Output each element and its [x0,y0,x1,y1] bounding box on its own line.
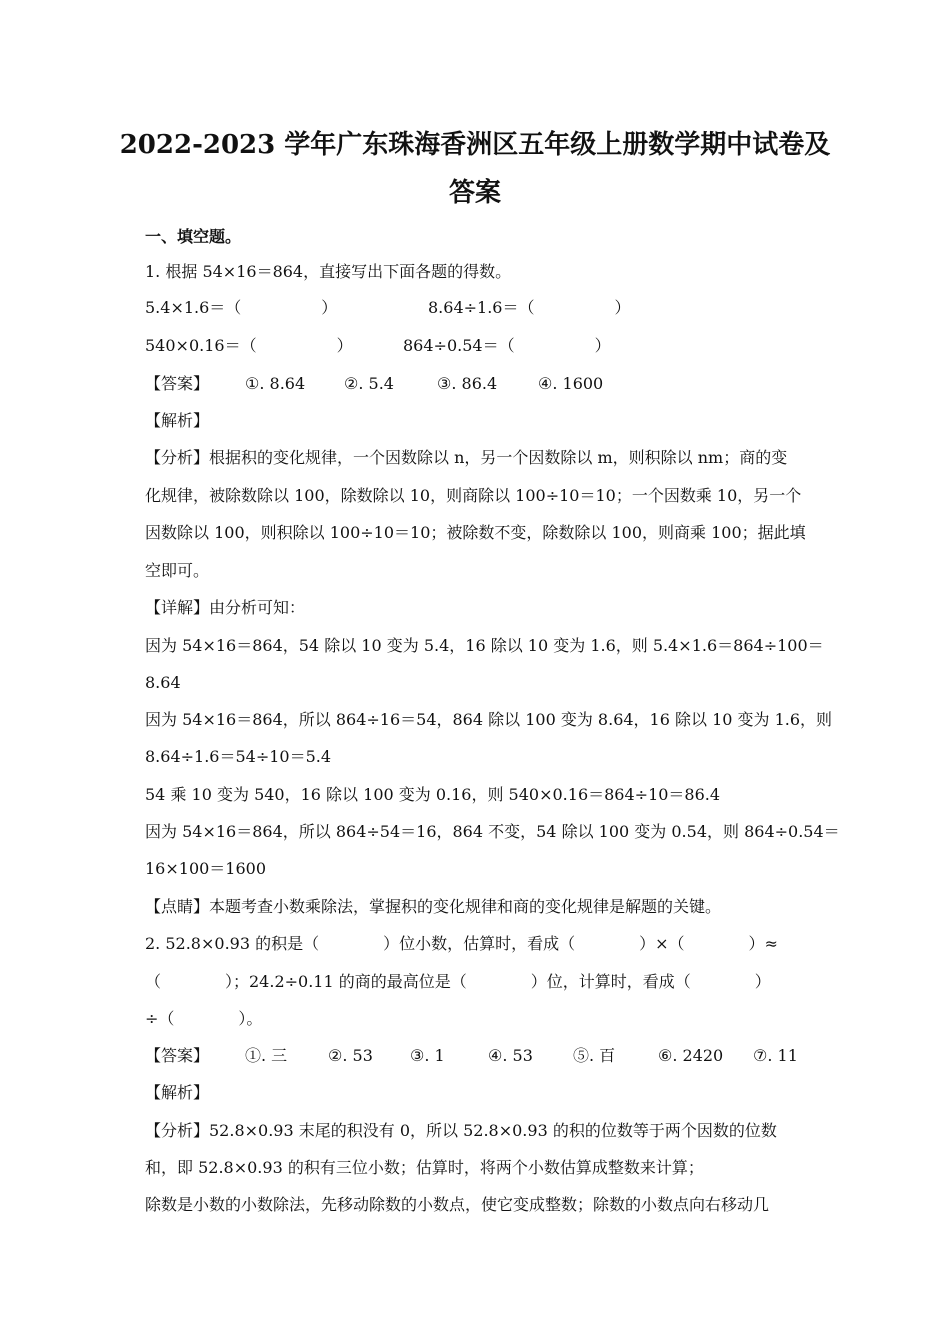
q1-detail-line: 16×100＝1600 [145,859,267,878]
q1-detail-line: 因为 54×16＝864，所以 864÷16＝54，864 除以 100 变为 8.64，16 除以 10 变为 1.6，则 [145,710,833,729]
q1-detail-label: 【详解】由分析可知： [145,598,306,617]
document-title-line2: 答案 [448,178,501,208]
q1-item-d: 864÷0.54＝（ ） [403,336,611,355]
q2-answer-6: ⑥. 2420 [658,1046,724,1065]
q1-jiexi-label: 【解析】 [145,411,210,430]
q2-answer-label: 【答案】 [145,1046,210,1065]
q1-analysis-line: 【分析】根据积的变化规律，一个因数除以 n，另一个因数除以 m，则积除以 nm；商的变 [145,448,788,467]
q2-stem-line: （ ）；24.2÷0.11 的商的最高位是（ ）位，计算时，看成（ ） [145,972,771,991]
q1-answer-3: ③. 86.4 [437,374,498,393]
q1-answer-1: ①. 8.64 [245,374,306,393]
q2-answer-3: ③. 1 [410,1046,445,1065]
q2-analysis-line: 除数是小数的小数除法，先移动除数的小数点，使它变成整数；除数的小数点向右移动几 [145,1195,770,1214]
q2-stem-line: ÷（ ）。 [145,1009,263,1028]
q1-item-c: 540×0.16＝（ ） [145,336,353,355]
q1-item-a: 5.4×1.6＝（ ） [145,298,338,317]
section-heading: 一、填空题。 [145,227,242,246]
q2-jiexi-label: 【解析】 [145,1083,210,1102]
q2-answer-5: ⑤. 百 [573,1046,616,1065]
q1-detail-line: 因为 54×16＝864，所以 864÷54＝16，864 不变，54 除以 100 变为 0.54，则 864÷0.54＝ [145,822,840,841]
q1-stem: 1. 根据 54×16＝864，直接写出下面各题的得数。 [145,262,512,281]
q1-analysis-line: 因数除以 100，则积除以 100÷10＝10；被除数不变，除数除以 100，则商乘 100；据此填 [145,523,806,542]
q1-answer-4: ④. 1600 [538,374,604,393]
q2-answer-4: ④. 53 [488,1046,533,1065]
q2-answer-7: ⑦. 11 [753,1046,798,1065]
q1-detail-line: 8.64 [145,673,181,692]
q1-item-b: 8.64÷1.6＝（ ） [428,298,631,317]
q2-analysis-line: 【分析】52.8×0.93 末尾的积没有 0，所以 52.8×0.93 的积的位数等于两个因数的位数 [145,1121,777,1140]
q2-answer-1: ①. 三 [245,1046,288,1065]
q1-detail-line: 54 乘 10 变为 540，16 除以 100 变为 0.16，则 540×0.16＝864÷10＝86.4 [145,785,721,804]
q1-detail-line: 因为 54×16＝864，54 除以 10 变为 5.4，16 除以 10 变为 1.6，则 5.4×1.6＝864÷100＝ [145,636,824,655]
document-title-line1: 2022-2023 学年广东珠海香洲区五年级上册数学期中试卷及 [119,130,831,160]
q2-stem-line: 2. 52.8×0.93 的积是（ ）位小数，估算时，看成（ ）×（ ）≈ [145,934,778,953]
q1-analysis-line: 化规律，被除数除以 100，除数除以 10，则商除以 100÷10＝10；一个因数乘 10，另一个 [145,486,802,505]
q1-answer-label: 【答案】 [145,374,210,393]
q1-analysis-line: 空即可。 [145,561,210,580]
q2-answer-2: ②. 53 [328,1046,373,1065]
q1-remark: 【点睛】本题考查小数乘除法，掌握积的变化规律和商的变化规律是解题的关键。 [145,897,722,916]
q2-analysis-line: 和，即 52.8×0.93 的积有三位小数；估算时，将两个小数估算成整数来计算； [145,1158,704,1177]
q1-detail-line: 8.64÷1.6＝54÷10＝5.4 [145,747,332,766]
q1-answer-2: ②. 5.4 [344,374,394,393]
